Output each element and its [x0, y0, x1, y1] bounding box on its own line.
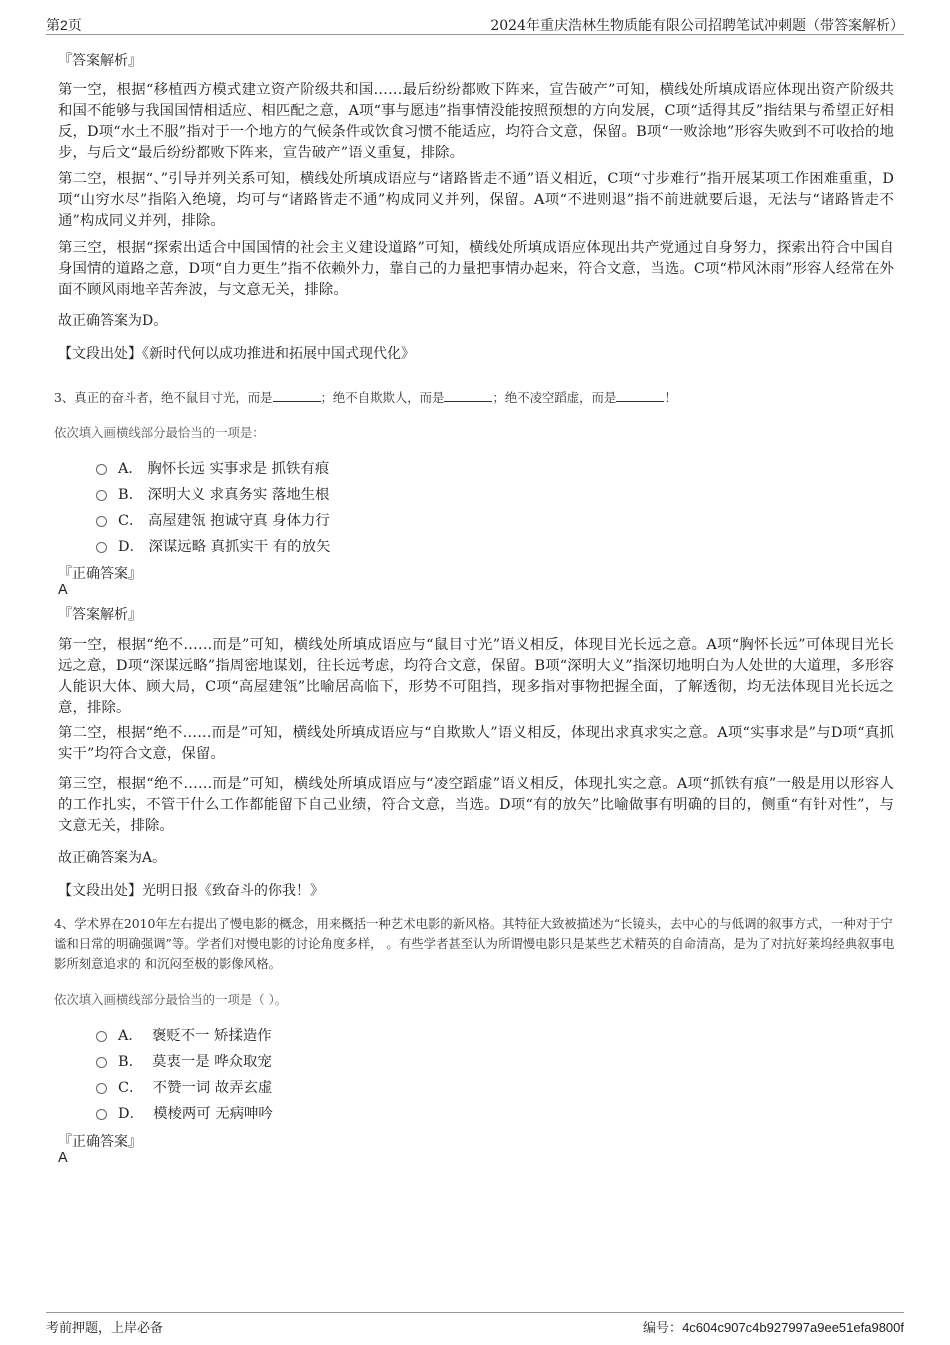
q4-option-b[interactable]: B． 莫衷一是 哗众取宠 [96, 1050, 272, 1071]
blank-3 [616, 389, 664, 402]
radio-icon[interactable] [96, 1057, 107, 1068]
q3-answer-heading: 『正确答案』 [58, 566, 142, 582]
q3-source: 【文段出处】光明日报《致奋斗的你我！》 [58, 883, 324, 899]
q3-answer: A [58, 582, 68, 598]
q3-instruction: 依次填入画横线部分最恰当的一项是： [54, 425, 265, 440]
q2-analysis-p3: 第三空，根据“探索出适合中国国情的社会主义建设道路”可知，横线处所填成语应体现出共产党通过自身努力，探索出符合中国自身国情的道路之意，D项“自力更生”指不依赖外力，靠自己的力量把事情办起来，符合文意，当选。C项“栉风沐雨”形容人经常在外面不顾风雨地辛苦奔波，与文意无关，排除。 [58, 240, 894, 298]
radio-icon[interactable] [96, 516, 107, 527]
q4-answer-heading: 『正确答案』 [58, 1134, 142, 1150]
page-footer [46, 1312, 904, 1336]
radio-icon[interactable] [96, 490, 107, 501]
q2-analysis-heading: 『答案解析』 [58, 53, 142, 69]
page-number: 第2页 [46, 17, 82, 33]
radio-icon[interactable] [96, 464, 107, 475]
q4-option-a[interactable]: A． 褒贬不一 矫揉造作 [96, 1024, 272, 1045]
radio-icon[interactable] [96, 542, 107, 553]
q4-stem: 4、学术界在2010年左右提出了慢电影的概念，用来概括一种艺术电影的新风格。其特征大致被描述为“长镜头，去中心的与低调的叙事方式，一种对于宁谧和日常的明确强调”等。学者们对慢电影的讨论角度多样， 。有些学者甚至认为所谓慢电影只是某些艺术精英的自命清高，是为了对抗好莱坞经典叙事电影所刻意追求的 和沉闷至极的影像风格。 [54, 916, 895, 971]
q4-option-d[interactable]: D． 模棱两可 无病呻吟 [96, 1102, 273, 1123]
radio-icon[interactable] [96, 1109, 107, 1120]
q2-conclusion: 故正确答案为D。 [58, 313, 168, 329]
q3-analysis-p2: 第二空，根据“绝不……而是”可知，横线处所填成语应与“自欺欺人”语义相反，体现出求真求实之意。A项“实事求是”与D项“真抓实干”均符合文意，保留。 [58, 725, 894, 762]
q2-source: 【文段出处】《新时代何以成功推进和拓展中国式现代化》 [58, 346, 415, 362]
document-title: 2024年重庆浩林生物质能有限公司招聘笔试冲刺题（带答案解析） [490, 18, 904, 34]
q3-conclusion: 故正确答案为A。 [58, 850, 167, 866]
q3-analysis-heading: 『答案解析』 [58, 607, 142, 623]
radio-icon[interactable] [96, 1083, 107, 1094]
q2-analysis-p1: 第一空，根据“移植西方模式建立资产阶级共和国……最后纷纷都败下阵来，宣告破产”可知，横线处所填成语应体现出资产阶级共和国不能够与我国国情相适应、相匹配之意，A项“事与愿违”指事情没能按照预想的方向发展，C项“适得其反”指结果与希望正好相反，D项“水土不服”指对于一个地方的气候条件或饮食习惯不能适应，均符合文意，保留。B项“一败涂地”形容失败到不可收拾的地步，与后文“最后纷纷都败下阵来，宣告破产”语义重复，排除。 [58, 82, 894, 161]
q3-option-a[interactable]: A． 胸怀长远 实事求是 抓铁有痕 [96, 457, 329, 478]
document-code: 编号：4c604c907c4b927997a9ee51efa9800f [643, 1320, 904, 1336]
blank-1 [273, 389, 321, 402]
q2-analysis-p2: 第二空，根据“、”引导并列关系可知，横线处所填成语应与“诸路皆走不通”语义相近，C项“寸步难行”指开展某项工作困难重重，D项“山穷水尽”指陷入绝境，均可与“诸路皆走不通”构成同义并列，保留。A项“不进则退”指不前进就要后退，无法与“诸路皆走不通”构成同义并列，排除。 [58, 171, 894, 229]
q4-instruction: 依次填入画横线部分最恰当的一项是（ ）。 [54, 992, 288, 1007]
q3-option-b[interactable]: B． 深明大义 求真务实 落地生根 [96, 483, 329, 504]
q3-option-c[interactable]: C． 高屋建瓴 抱诚守真 身体力行 [96, 509, 330, 530]
q4-answer: A [58, 1150, 68, 1166]
q3-stem: 3、真正的奋斗者，绝不鼠目寸光，而是 ；绝不自欺欺人，而是 ；绝不凌空蹈虚，而是 ！ [54, 390, 677, 405]
radio-icon[interactable] [96, 1031, 107, 1042]
q3-analysis-p1: 第一空，根据“绝不……而是”可知，横线处所填成语应与“鼠目寸光”语义相反，体现目光长远之意。A项“胸怀长远”可体现目光长远之意，D项“深谋远略”指周密地谋划，往长远考虑，均符合文意，保留。B项“深明大义”指深切地明白为人处世的大道理，多形容人能识大体、顾大局，C项“高屋建瓴”比喻居高临下，形势不可阻挡，现多指对事物把握全面，了解透彻，均无法体现目光长远之意，排除。 [58, 637, 894, 716]
q4-option-c[interactable]: C． 不赞一词 故弄玄虚 [96, 1076, 272, 1097]
blank-2 [444, 389, 492, 402]
footer-note: 考前押题，上岸必备 [46, 1321, 164, 1336]
page-header [46, 0, 904, 35]
q3-option-d[interactable]: D． 深谋远略 真抓实干 有的放矢 [96, 535, 330, 556]
q3-analysis-p3: 第三空，根据“绝不……而是”可知，横线处所填成语应与“凌空蹈虚”语义相反，体现扎实之意。A项“抓铁有痕”一般是用以形容人的工作扎实，不管干什么工作都能留下自己业绩，符合文意，当选。D项“有的放矢”比喻做事有明确的目的，侧重“有针对性”，与文意无关，排除。 [58, 776, 894, 834]
